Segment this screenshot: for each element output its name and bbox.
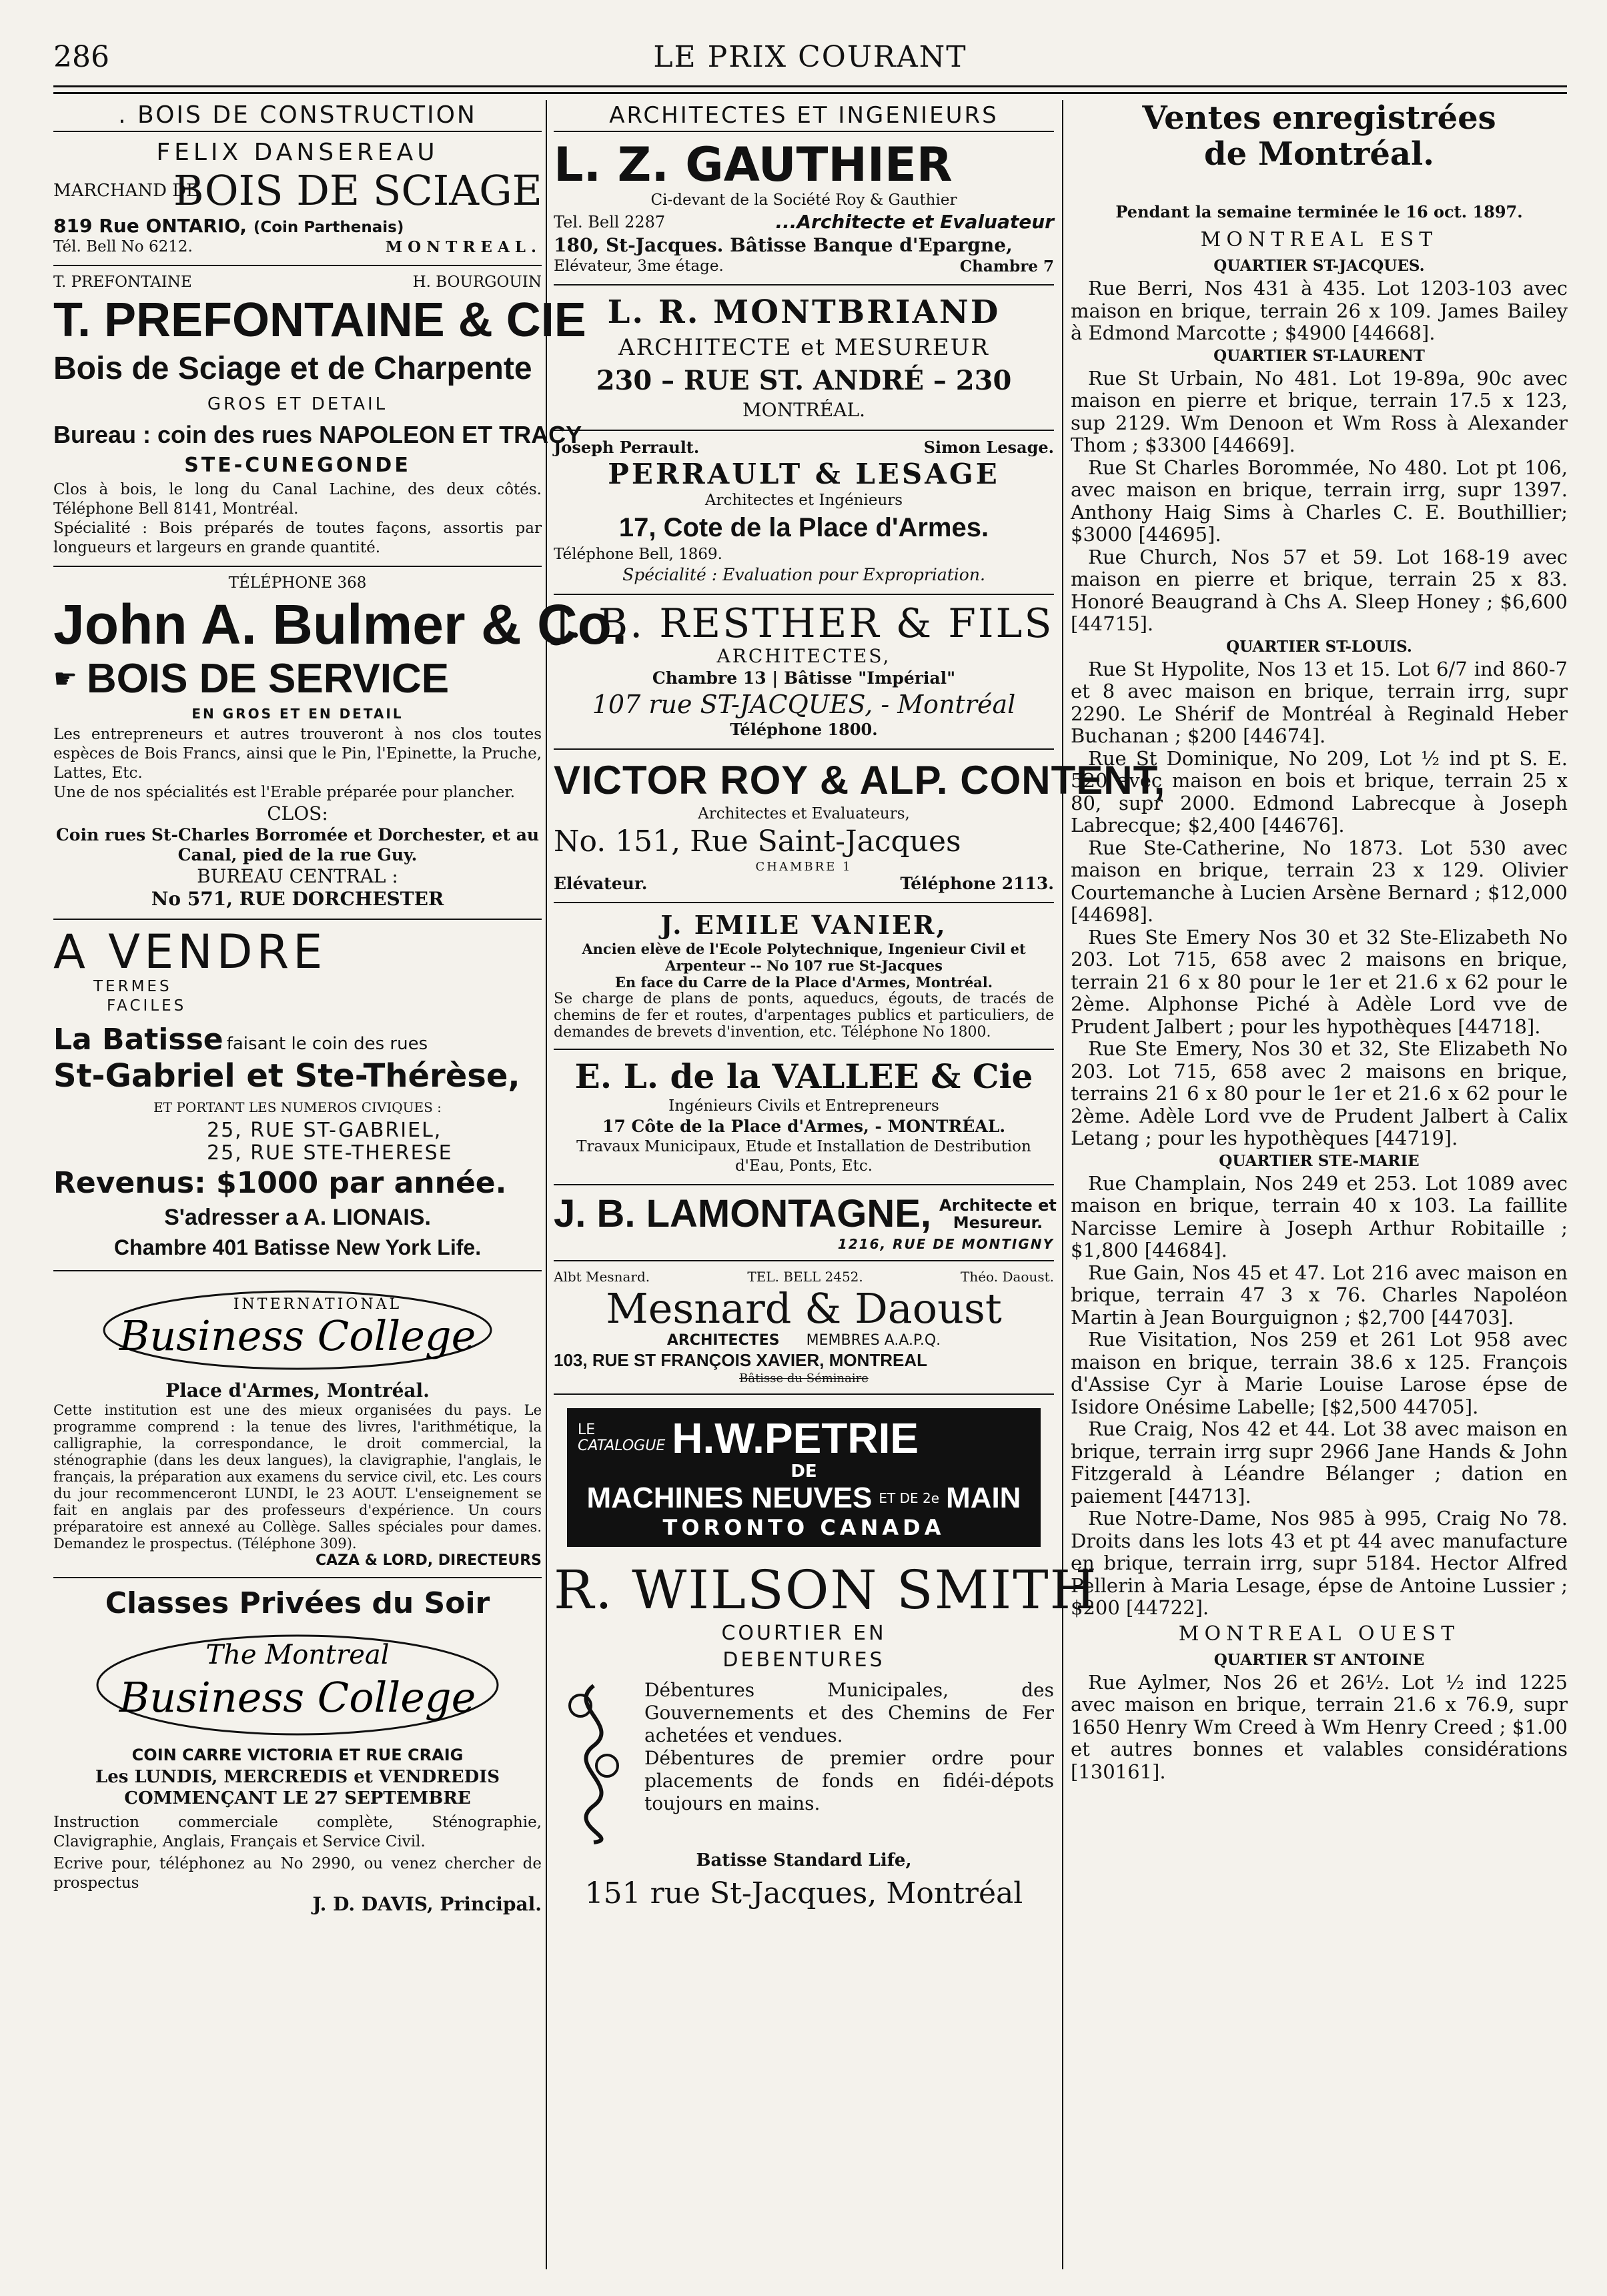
dansereau-marchand: MARCHAND DE — [53, 180, 199, 201]
ad-classes-soir — [53, 1578, 542, 1924]
sale-entry: Rue St Charles Borommée, No 480. Lot pt 106, avec maison en brique, terrain irrg, supr 1397. Anthony Haig Sims à Charles C. E. Bouthillier; $3000 [44695]. — [1071, 456, 1568, 546]
prefontaine-line2: GROS ET DETAIL — [207, 394, 388, 414]
section-title-architectes: ARCHITECTES ET INGENIEURS — [554, 100, 1054, 132]
vendre-faciles: FACILES — [107, 997, 187, 1015]
bulmer-service: BOIS DE SERVICE — [86, 656, 450, 702]
ventes-week: Pendant la semaine terminée le 16 oct. 1897. — [1115, 202, 1523, 221]
bulmer-text1: Les entrepreneurs et autres trouveront à nos clos toutes espèces de Bois Francs, ainsi que le Pin, l'Epinette, la Pruche, Lattes, Etc. — [53, 726, 542, 782]
petrie-et2: ET DE 2e — [879, 1490, 940, 1506]
petrie-city: TORONTO CANADA — [662, 1515, 945, 1540]
mesnard-name: Mesnard & Daoust — [606, 1284, 1002, 1333]
sale-entry: Rue Notre-Dame, Nos 985 à 995, Craig No 78. Droits dans les lots 43 et pt 44 avec manufacture en brique, terrain irrg, supr 5184. Hector Alfred Pellerin à Maria Lesage, épse de Antoine Lussier ; $200 [44722]. — [1071, 1507, 1568, 1619]
vanier-line1: Ancien elève de l'Ecole Polytechnique, Ingenieur Civil et Arpenteur -- No 107 rue St-Jacques — [582, 941, 1026, 974]
sale-entry: Rue Ste Emery, Nos 30 et 32, Ste Elizabeth No 203. Lot 715, 658 avec 2 maisons en brique, terrains 21 6 x 80 pour le 1er et 21.6 x 62 pour le 2ème. Adèle Lord vve de Prudent Jalbert à Calix Letang ; pour les hypothèques [44719]. — [1071, 1037, 1568, 1149]
sale-entry: Rue Visitation, Nos 259 et 261 Lot 958 avec maison en brique, terrain 38.6 x 125. François d'Assise Cyr à Marie Louise Larose épse de Isidore Onésime Labelle; [$2,500 44705]. — [1071, 1328, 1568, 1418]
prefontaine-text2: Spécialité : Bois préparés de toutes façons, assortis par longueurs et largeurs en grande quantité. — [53, 520, 542, 556]
vendre-title: A VENDRE — [53, 925, 327, 979]
vendre-num2: 25, RUE STE-THERESE — [207, 1141, 453, 1165]
vendre-termes: TERMES — [93, 978, 172, 995]
ventes-title-2: de Montréal. — [1204, 135, 1434, 173]
ventes-title-1: Ventes enregistrées — [1142, 99, 1496, 137]
wilson-text2: Débentures de premier ordre pour placements de fonds en fidéi-dépots toujours en mains. — [644, 1747, 1054, 1814]
logo-script-text-2: Business College — [119, 1673, 476, 1722]
ad-perrault — [554, 431, 1054, 595]
ad-roy-content — [554, 750, 1166, 903]
ad-gauthier — [554, 132, 1054, 285]
montbriand-role: ARCHITECTE et MESUREUR — [618, 334, 989, 361]
wilson-name: R. WILSON SMITH — [554, 1559, 1098, 1621]
roy-tel: Téléphone 2113. — [900, 874, 1054, 893]
roy-address: No. 151, Rue Saint-Jacques — [554, 824, 961, 858]
college-directors: CAZA & LORD, DIRECTEURS — [315, 1552, 542, 1569]
dansereau-product: BOIS DE SCIAGE — [173, 166, 542, 215]
montbriand-city: MONTRÉAL. — [742, 399, 866, 421]
roy-room: CHAMBRE 1 — [755, 860, 853, 874]
sale-entry: Rues Ste Emery Nos 30 et 32 Ste-Elizabeth No 203. Lot 715, 658 avec 2 maisons en brique, terrain 21 6 x 80 pour le 1er et 21.6 x 62 pour le 2ème. Alphonse Piché à Adèle Lord vve de Prudent Jalbert ; pour les hypothèques [44718]. — [1071, 925, 1568, 1038]
quartier-heading: QUARTIER ST-LAURENT — [1213, 346, 1425, 365]
petrie-name: H.W.PETRIE — [672, 1414, 919, 1462]
college-place: Place d'Armes, Montréal. — [165, 1379, 430, 1401]
sale-entry: Rue Aylmer, Nos 26 et 26½. Lot ½ ind 1225 avec maison en brique, terrain 21.6 x 76.9, supr 1650 Henry Wm Creed à Wm Henry Creed ; $1.00 et autres bonnes et valables considérations [130161]. — [1071, 1670, 1568, 1783]
logo-small-text: The Montreal — [205, 1640, 390, 1670]
ad-vanier — [554, 903, 1054, 1050]
mesnard-tel: TEL. BELL 2452. — [747, 1269, 863, 1285]
perrault-name: PERRAULT & LESAGE — [608, 458, 1000, 490]
sale-entry: Rue Berri, Nos 431 à 435. Lot 1203-103 avec maison en brique, terrain 26 x 109. James Bailey à Edmond Marcotte ; $4900 [44668]. — [1071, 277, 1568, 344]
vendre-revenus: Revenus: $1000 par année. — [53, 1166, 507, 1200]
classes-text1: Instruction commerciale complète, Sténographie, Clavigraphie, Anglais, Français et Service Civil. — [53, 1814, 542, 1850]
vendre-num1: 25, RUE ST-GABRIEL, — [207, 1119, 442, 1142]
prefontaine-name: T. PREFONTAINE & CIE — [53, 294, 586, 347]
ad-a-vendre — [53, 920, 542, 1271]
montreal-college-logo — [84, 1626, 511, 1740]
bulmer-bureau-address: No 571, RUE DORCHESTER — [151, 888, 444, 910]
prefontaine-line4: STE-CUNEGONDE — [184, 454, 411, 477]
roy-role: Architectes et Evaluateurs, — [698, 805, 910, 822]
petrie-de: DE — [790, 1462, 817, 1482]
bulmer-clos-address: Coin rues St-Charles Borromée et Dorchester, et au Canal, pied de la rue Guy. — [55, 825, 540, 865]
perrault-right: Simon Lesage. — [923, 438, 1054, 457]
business-college-logo — [91, 1282, 504, 1375]
petrie-le: LE — [578, 1421, 596, 1438]
district-heading: MONTREAL EST — [1200, 228, 1438, 251]
dansereau-tel: Tél. Bell No 6212. — [53, 238, 193, 255]
bulmer-tel: TÉLÉPHONE 368 — [228, 574, 367, 592]
pointing-hand-icon: ☛ — [53, 664, 77, 694]
sale-entry: Rue St Urbain, No 481. Lot 19-89a, 90c avec maison en pierre et brique, terrain 17.5 x 123, sup 2129. Wm Denoon et Wm Ross à Alexander Thom ; $3300 [44669]. — [1071, 366, 1568, 456]
sale-entry: Rue St Dominique, No 209, Lot ½ ind pt S. E. 520 avec maison en bois et brique, terrain 25 x 80, supr 2000. Edmond Labrecque à Joseph Labrecque; $2,400 [44676]. — [1071, 746, 1568, 836]
ad-prefontaine — [53, 266, 586, 567]
quartier-heading: QUARTIER ST-JACQUES. — [1213, 257, 1425, 275]
vendre-portant: ET PORTANT LES NUMEROS CIVIQUES : — [153, 1099, 442, 1115]
ad-mesnard — [554, 1261, 1054, 1395]
sale-entry: Rue Craig, Nos 42 et 44. Lot 38 avec maison en brique, terrain irrg supr 2966 Jane Hands & John Fitzgerald à Léandre Bélanger ; dation en paiement [44713]. — [1071, 1417, 1568, 1508]
lamontagne-address: 1216, RUE DE MONTIGNY — [837, 1236, 1054, 1252]
quartier-heading: QUARTIER ST ANTOINE — [1213, 1650, 1425, 1669]
mesnard-batisse: Bâtisse du Séminaire — [739, 1371, 869, 1385]
mesnard-role: ARCHITECTES — [666, 1332, 780, 1349]
gauthier-tel: Tel. Bell 2287 — [554, 213, 666, 231]
ornament-icon — [554, 1679, 634, 1846]
perrault-spec: Spécialité : Evaluation pour Expropriation. — [622, 565, 985, 584]
vanier-line2: En face du Carre de la Place d'Armes, Montréal. — [614, 974, 993, 991]
classes-days: Les LUNDIS, MERCREDIS et VENDREDIS — [95, 1767, 500, 1787]
wilson-role2: DEBENTURES — [722, 1648, 885, 1672]
vallee-text: Travaux Municipaux, Etude et Installation de Destribution d'Eau, Ponts, Etc. — [576, 1138, 1031, 1175]
dansereau-corner: (Coin Parthenais) — [253, 219, 404, 236]
sale-entry: Rue Ste-Catherine, No 1873. Lot 530 avec maison en brique, terrain 23 x 129. Olivier Courtemanche à Lucien Arsène Bernard ; $12,000 [44698]. — [1071, 836, 1568, 926]
classes-text2: Ecrive pour, téléphonez au No 2990, ou venez chercher de prospectus — [53, 1855, 542, 1892]
ad-wilson-smith — [554, 1554, 1098, 1912]
college-text: Cette institution est une des mieux organisées du pays. Le programme comprend : la tenue des livres, l'arithmétique, la calligraphie, la correspondance, le droit commercial, la sténographie (dans les deux langues), la clavigraphie, l'anglais, le français, la préparation aux examens du service civil, etc. Les cours du jour recommenceront LUNDI, le 23 AOUT. L'enseignement se fait en anglais par des professeurs d'expérience. Un cours préparatoire est annexé au Collège. Salles spéciales pour dames. Demandez le prospectus. (Téléphone 309). — [53, 1402, 542, 1552]
wilson-text1: Débentures Municipales, des Gouvernements et des Chemins de Fer achetées et vendues. — [644, 1679, 1054, 1746]
sale-entry: Rue Gain, Nos 45 et 47. Lot 216 avec maison en brique, terrain 47 3 x 76. Charles Napoléon Martin à Jean Bourguignon ; $2,700 [44703]. — [1071, 1261, 1568, 1329]
resther-room: Chambre 13 | Bâtisse "Impérial" — [652, 668, 956, 688]
perrault-role: Architectes et Ingénieurs — [704, 492, 903, 509]
perrault-left: Joseph Perrault. — [554, 438, 700, 457]
sale-entry: Rue St Hypolite, Nos 13 et 15. Lot 6/7 ind 860-7 et 8 avec maison en brique, terrain irrg, supr 2290. Le Shérif de Montréal à Reginald Heber Buchanan ; $200 [44674]. — [1071, 657, 1568, 747]
mesnard-address: 103, RUE ST FRANÇOIS XAVIER, MONTREAL — [554, 1350, 928, 1370]
vendre-faisant: faisant le coin des rues — [226, 1034, 428, 1054]
classes-start: COMMENÇANT LE 27 SEPTEMBRE — [124, 1788, 471, 1808]
wilson-role1: COURTIER EN — [721, 1622, 887, 1645]
dansereau-name: FELIX DANSEREAU — [156, 139, 439, 166]
header-rule — [53, 85, 1567, 87]
dansereau-street: ONTARIO, — [145, 215, 247, 237]
vallee-role: Ingénieurs Civils et Entrepreneurs — [668, 1097, 939, 1115]
ad-resther — [554, 595, 1054, 750]
section-title-bois: . BOIS DE CONSTRUCTION — [53, 100, 542, 132]
ad-montbriand — [554, 285, 1054, 431]
page-header — [53, 40, 1567, 87]
sales-list — [1071, 225, 1568, 1783]
column-3 — [1071, 100, 1568, 2269]
vendre-batisse: La Batisse — [53, 1023, 223, 1057]
roy-elevator: Elévateur. — [554, 874, 648, 893]
gauthier-room: Chambre 7 — [959, 257, 1054, 275]
ad-business-college — [53, 1271, 542, 1578]
perrault-address: 17, Cote de la Place d'Armes. — [618, 513, 989, 542]
classes-principal: J. D. DAVIS, Principal. — [312, 1893, 542, 1915]
gauthier-address: 180, St-Jacques. Bâtisse Banque d'Epargne, — [554, 234, 1013, 256]
vallee-address: 17 Côte de la Place d'Armes, - MONTRÉAL. — [602, 1117, 1006, 1136]
gauthier-formerly: Ci-devant de la Société Roy & Gauthier — [650, 191, 957, 209]
resther-role: ARCHITECTES, — [716, 645, 891, 667]
vendre-adresser: S'adresser a A. LIONAIS. — [164, 1205, 431, 1230]
resther-address: 107 rue ST-JACQUES, - Montréal — [592, 690, 1016, 719]
logo-script-text: Business College — [119, 1311, 476, 1360]
vanier-text: Se charge de plans de ponts, aqueducs, égouts, de tracés de chemins de fer et routes, d'arpentages publics et particuliers, de demandes de brevets d'invention, etc. Téléphone No 1800. — [554, 991, 1054, 1041]
petrie-machines: MACHINES NEUVES — [586, 1482, 873, 1514]
dansereau-city: MONTREAL. — [385, 238, 542, 256]
vendre-streets: St-Gabriel et Ste-Thérèse, — [53, 1057, 520, 1095]
bulmer-text2: Une de nos spécialités est l'Erable préparée pour plancher. — [53, 784, 516, 801]
vanier-name: J. EMILE VANIER, — [660, 910, 947, 940]
gauthier-role: ...Architecte et Evaluateur — [775, 211, 1054, 233]
montbriand-name: L. R. MONTBRIAND — [607, 294, 1001, 331]
header-rule-2 — [53, 92, 1567, 94]
vallee-name: E. L. de la VALLEE & Cie — [574, 1057, 1033, 1096]
dansereau-address-num: 819 Rue — [53, 215, 139, 237]
petrie-catalogue: CATALOGUE — [578, 1438, 666, 1454]
gauthier-name: L. Z. GAUTHIER — [554, 137, 953, 192]
quartier-heading: QUARTIER ST-LOUIS. — [1226, 637, 1412, 656]
lamontagne-role2: Mesureur. — [953, 1213, 1043, 1232]
montbriand-address: 230 – RUE ST. ANDRÉ – 230 — [596, 365, 1012, 396]
prefontaine-partner-right: H. BOURGOUIN — [412, 273, 542, 291]
bulmer-clos: CLOS: — [267, 802, 328, 824]
bulmer-gros: EN GROS ET EN DETAIL — [191, 706, 404, 722]
perrault-tel: Téléphone Bell, 1869. — [554, 546, 722, 563]
ad-vallee — [554, 1050, 1054, 1185]
bulmer-bureau: BUREAU CENTRAL : — [197, 865, 398, 887]
sale-entry: Rue Champlain, Nos 249 et 253. Lot 1089 avec maison en brique, terrain 40 x 103. La faillite Narcisse Lemire à Joseph Arthur Robitaille ; $1,800 [44684]. — [1071, 1171, 1568, 1261]
prefontaine-line1: Bois de Sciage et de Charpente — [53, 351, 532, 386]
resther-tel: Téléphone 1800. — [730, 720, 878, 739]
mesnard-right: Théo. Daoust. — [961, 1269, 1054, 1285]
roy-name: VICTOR ROY & ALP. CONTENT, — [554, 758, 1166, 802]
mesnard-members: MEMBRES A.A.P.Q. — [806, 1332, 941, 1349]
ad-petrie — [554, 1395, 1054, 1554]
sale-entry: Rue Church, Nos 57 et 59. Lot 168-19 avec maison en pierre et brique, terrain 25 x 83. Honoré Beaugrand à Chs A. Sleep Honey ; $6,600 [44715]. — [1071, 545, 1568, 635]
resther-name: J. B. RESTHER & FILS — [554, 600, 1054, 647]
ad-dansereau — [53, 132, 542, 266]
prefontaine-text1: Clos à bois, le long du Canal Lachine, des deux côtés. Téléphone Bell 8141, Montréal. — [53, 481, 542, 518]
column-2 — [554, 100, 1166, 2269]
gauthier-elevator: Elévateur, 3me étage. — [554, 257, 724, 275]
wilson-address: 151 rue St-Jacques, Montréal — [584, 1876, 1023, 1910]
classes-corner: COIN CARRE VICTORIA ET RUE CRAIG — [131, 1746, 464, 1764]
quartier-heading: QUARTIER STE-MARIE — [1219, 1151, 1420, 1170]
classes-title: Classes Privées du Soir — [105, 1586, 490, 1620]
prefontaine-line3: Bureau : coin des rues NAPOLEON ET TRACY — [53, 421, 582, 448]
mesnard-left: Albt Mesnard. — [554, 1269, 650, 1285]
vendre-chambre: Chambre 401 Batisse New York Life. — [113, 1235, 482, 1259]
district-heading: MONTREAL OUEST — [1178, 1622, 1460, 1646]
lamontagne-role1: Architecte et — [939, 1196, 1057, 1215]
publication-title: LE PRIX COURANT — [653, 40, 967, 74]
wilson-batisse: Batisse Standard Life, — [696, 1850, 912, 1870]
ad-lamontagne — [554, 1185, 1057, 1261]
petrie-main: MAIN — [946, 1482, 1021, 1514]
lamontagne-name: J. B. LAMONTAGNE, — [554, 1192, 932, 1235]
prefontaine-partner-left: T. PREFONTAINE — [53, 273, 192, 291]
logo-top-text: INTERNATIONAL — [233, 1296, 402, 1313]
bulmer-name: John A. Bulmer & Co. — [53, 593, 628, 656]
column-divider-2 — [1062, 100, 1063, 2269]
page-number: 286 — [53, 40, 109, 74]
